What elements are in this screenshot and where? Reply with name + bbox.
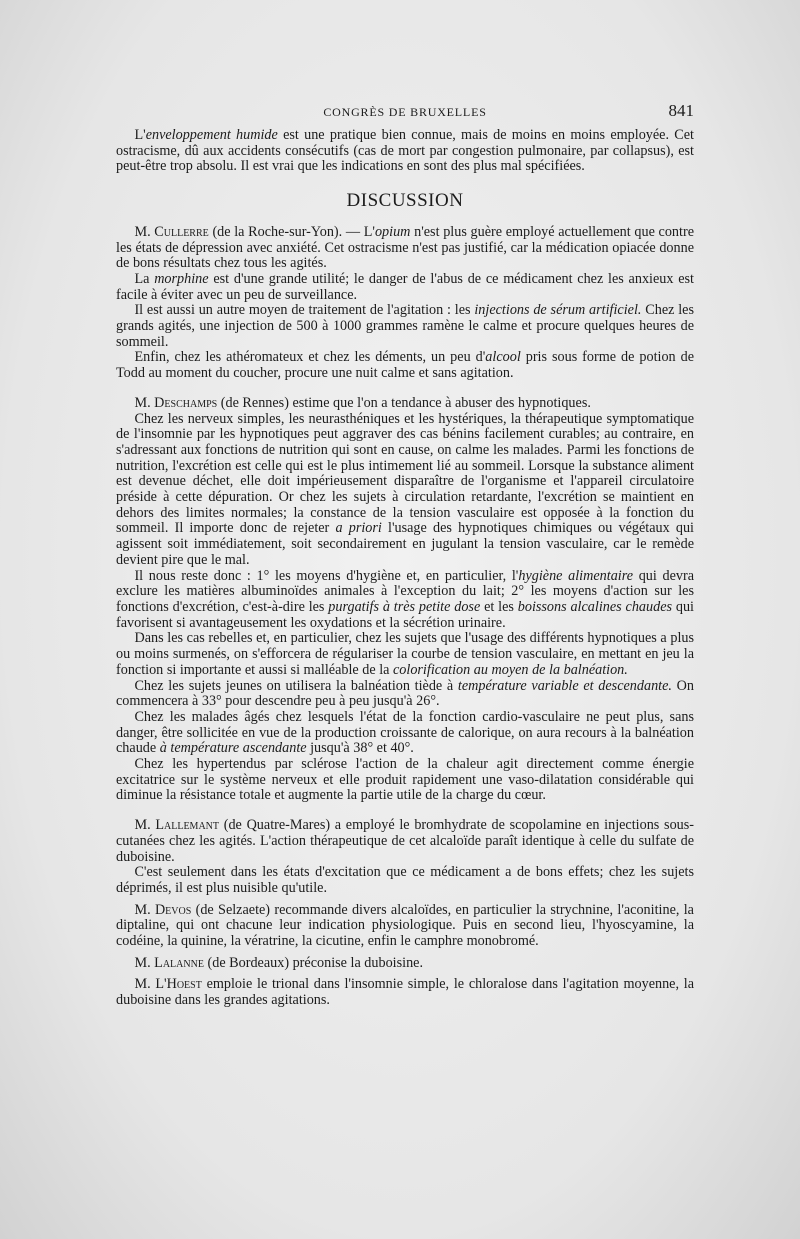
text: l'usage des hypnotiques chimiques ou végétaux qui agissent soit immédiatement, soit secondairement en jugulant la tension vasculaire, car le remède devient pire que le mal. bbox=[116, 520, 694, 568]
text: et les bbox=[480, 598, 518, 615]
section-heading: DISCUSSION bbox=[346, 190, 464, 212]
text: M. bbox=[134, 976, 156, 993]
text: M. bbox=[134, 954, 155, 971]
page-body bbox=[116, 128, 694, 1009]
deschamps-paragraph-4 bbox=[116, 631, 694, 678]
text: pris sous forme de potion de Todd au moment du coucher, procure une nuit calme et sans agitation. bbox=[116, 349, 694, 382]
italic-term: opium bbox=[374, 223, 411, 240]
text: Chez les malades âgés chez lesquels l'état de la fonction cardio-vasculaire ne peut plus, sans danger, être sollicitée en vue de la production croissante de calorique, on aura recours à la balnéation chaude bbox=[116, 708, 694, 757]
text: M. bbox=[134, 394, 155, 411]
intro-paragraph bbox=[116, 128, 694, 175]
italic-term: alcool bbox=[485, 349, 521, 366]
italic-term: purgatifs à très petite dose bbox=[328, 598, 481, 615]
text: est une pratique bien connue, mais de moins en moins employée. Cet ostracisme, dû aux accidents consécutifs (cas de mort par congestion pulmonaire, par collapsus), est peut-être trop absolu. Il est vrai que les indications en sont des plus mal spécifiées. bbox=[116, 127, 694, 175]
italic-term: colorification au moyen de la balnéation. bbox=[392, 661, 628, 678]
text: La bbox=[134, 270, 155, 287]
text: n'est plus guère employé actuellement que contre les états de dépression avec anxiété. Cet ostracisme n'est pas justifié, car la médication opiacée donne de bons résultats chez tous les agités. bbox=[116, 223, 694, 272]
cullerre-paragraph-1 bbox=[116, 225, 694, 272]
italic-term: à température ascendante bbox=[159, 740, 307, 757]
deschamps-paragraph-6 bbox=[116, 710, 694, 757]
text: L' bbox=[134, 127, 146, 143]
text: (de la Roche-sur-Yon). — L' bbox=[208, 223, 375, 240]
text: (de Selzaete) recommande divers alcaloïdes, en particulier la strychnine, l'aconitine, la diptaline, qui ont chacune leur indication physiologique. Puis en second lieu, l'hyoscyamine, la codéine, la quinine, la vératrine, la cicutine, enfin le camphre monobromé. bbox=[116, 901, 694, 950]
italic-term: injections de sérum artificiel. bbox=[474, 302, 642, 319]
text: (de Quatre-Mares) a employé le bromhydrate de scopolamine en injections sous-cutanées chez les agités. L'action thérapeutique de cet alcaloïde paraît identique à celle du sulfate de duboisine. bbox=[116, 817, 694, 865]
speaker-name: Cullerre bbox=[154, 223, 209, 240]
italic-term: hygiène alimentaire bbox=[518, 567, 634, 584]
lallemant-paragraph-1 bbox=[116, 818, 694, 865]
speaker-name: L'Hoest bbox=[155, 976, 202, 993]
text: (de Rennes) estime que l'on a tendance à abuser des hypnotiques. bbox=[217, 394, 591, 411]
text: Chez les grands agités, une injection de 500 à 1000 grammes ramène le calme et procure quelques heures de sommeil. bbox=[116, 302, 694, 350]
text: C'est seulement dans les états d'excitation que ce médicament a de bons effets; chez les sujets déprimés, il est plus nuisible qu'utile. bbox=[116, 864, 694, 896]
text: est d'une grande utilité; le danger de l'abus de ce médicament chez les anxieux est facile à éviter avec un peu de surveillance. bbox=[116, 270, 694, 303]
speaker-name: Lalanne bbox=[154, 954, 204, 971]
deschamps-paragraph-1 bbox=[116, 396, 694, 412]
text: qui devra exclure les matières albuminoïdes animales à l'exception du lait; 2° les moyens d'action sur les fonctions d'excrétion, c'est-à-dire les bbox=[116, 567, 694, 615]
italic-term: morphine bbox=[154, 270, 209, 287]
text: Il nous reste donc : 1° les moyens d'hygiène et, en particulier, l' bbox=[134, 567, 519, 584]
lhoest-paragraph bbox=[116, 977, 694, 1008]
text: (de Bordeaux) préconise la duboisine. bbox=[203, 954, 424, 971]
text: Il est aussi un autre moyen de traitement de l'agitation : les bbox=[134, 302, 475, 319]
italic-term: enveloppement humide bbox=[145, 127, 278, 143]
cullerre-paragraph-4 bbox=[116, 350, 694, 381]
lallemant-paragraph-2 bbox=[116, 865, 694, 896]
deschamps-paragraph-7 bbox=[116, 757, 694, 804]
text: M. bbox=[134, 901, 155, 918]
running-title: CONGRÈS DE BRUXELLES bbox=[323, 105, 487, 119]
page-header bbox=[116, 103, 694, 123]
devos-paragraph bbox=[116, 903, 694, 950]
deschamps-paragraph-2 bbox=[116, 412, 694, 569]
cullerre-paragraph-2 bbox=[116, 272, 694, 303]
deschamps-paragraph-3 bbox=[116, 569, 694, 632]
text: emploie le trional dans l'insomnie simple, le chloralose dans l'agitation moyenne, la duboisine dans les grandes agitations. bbox=[116, 976, 694, 1009]
text: On commencera à 33° pour descendre peu à peu jusqu'à 26°. bbox=[116, 677, 694, 710]
paragraph-gap bbox=[116, 382, 694, 396]
text: M. bbox=[134, 817, 156, 834]
text: Dans les cas rebelles et, en particulier, chez les sujets que l'usage des différents hypnotiques a plus ou moins surmenés, on s'efforcera de régulariser la courbe de tension vasculaire, en mettant en jeu la fonction si importante et aussi si malléable de la bbox=[116, 630, 694, 678]
speaker-name: Devos bbox=[154, 901, 192, 918]
italic-term: température variable et descendante. bbox=[457, 677, 672, 694]
lalanne-paragraph bbox=[116, 956, 694, 972]
speaker-name: Lallemant bbox=[155, 817, 220, 834]
page-number: 841 bbox=[668, 101, 694, 120]
text: jusqu'à 38° et 40°. bbox=[306, 740, 414, 757]
text: Chez les hypertendus par sclérose l'action de la chaleur agit directement comme énergie excitatrice sur le système nerveux et elle produit rapidement une vaso-dilatation considérable qui diminue la résistance totale et augmente la partie utile de la charge du cœur. bbox=[116, 756, 694, 804]
cullerre-paragraph-3 bbox=[116, 303, 694, 350]
text: Chez les sujets jeunes on utilisera la balnéation tiède à bbox=[134, 677, 458, 694]
speaker-name: Deschamps bbox=[154, 394, 218, 411]
deschamps-paragraph-5 bbox=[116, 679, 694, 710]
text: M. bbox=[134, 223, 155, 240]
text: Chez les nerveux simples, les neurasthéniques et les hystériques, la thérapeutique symptomatique de l'insomnie par les hypnotiques peut aggraver des cas bénins facilement curables; au contraire, en s'adressant aux fonctions de nutrition qui sont en cause, on calme les malades. Parmi les fonctions de nutrition, l'excrétion est celle qui est le plus intimement lié au sommeil. Lorsque la substance aliment est devenue déchet, elle doit impérieusement disparaître de l'organisme et l'appareil circulatoire préside à cette dépuration. Or chez les sujets à circulation retardante, l'excrétion se maintient en dehors des limites normales; la constance de la tension vasculaire est opposée à la fonction du sommeil. Il importe donc de rejeter bbox=[116, 410, 694, 537]
text: qui favorisent si avantageusement les oxydations et la sécrétion urinaire. bbox=[116, 598, 694, 631]
text: Enfin, chez les athéromateux et chez les déments, un peu d' bbox=[134, 349, 486, 366]
paragraph-gap bbox=[116, 804, 694, 818]
italic-term: a priori bbox=[335, 520, 382, 537]
italic-term: boissons alcalines chaudes bbox=[517, 598, 673, 615]
